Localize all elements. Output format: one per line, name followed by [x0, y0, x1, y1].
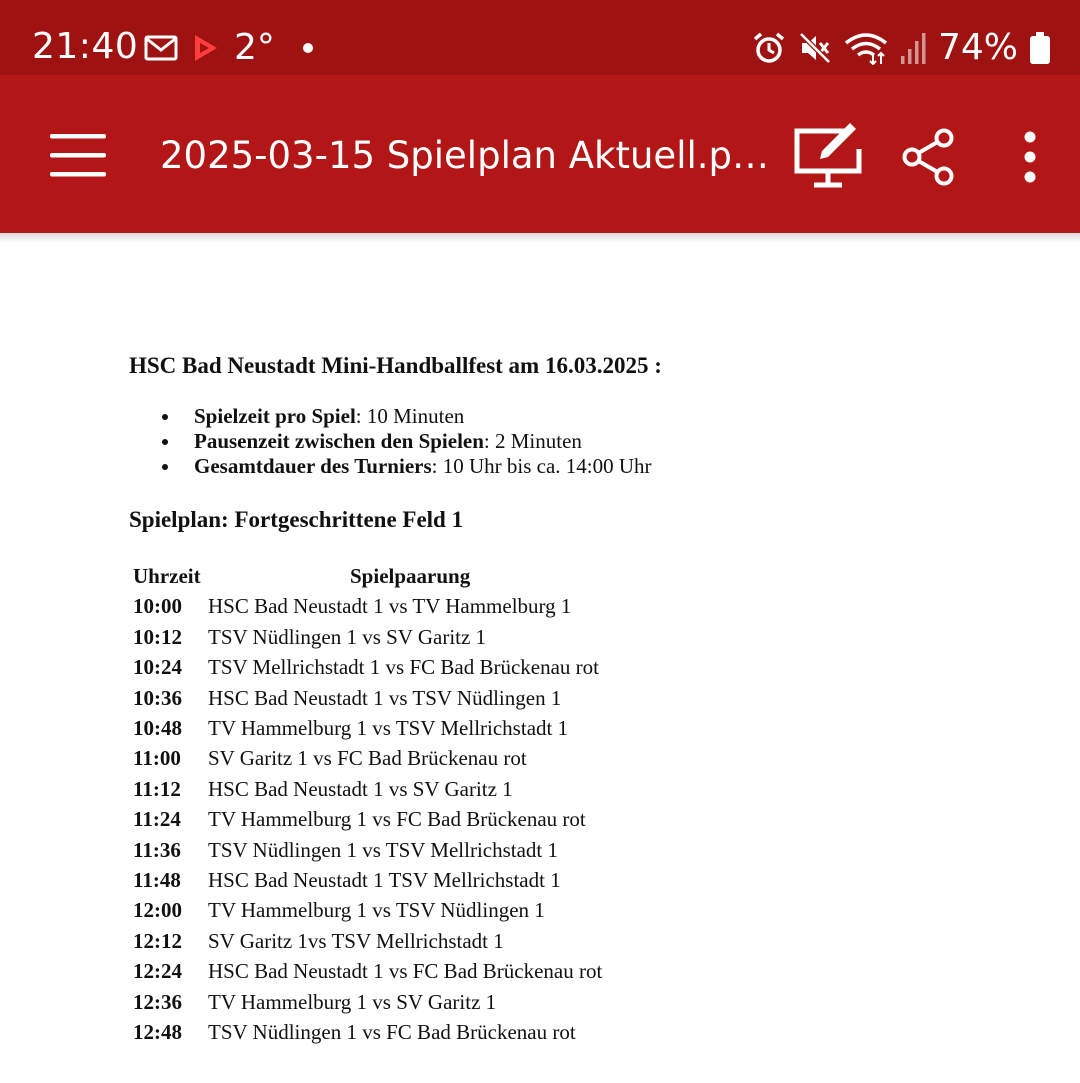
menu-icon [48, 131, 110, 181]
bullet-label: Pausenzeit zwischen den Spielen [194, 429, 484, 453]
table-row [133, 987, 602, 1017]
edit-document-icon [790, 121, 866, 191]
match-time: 12:12 [133, 928, 182, 953]
mail-icon [144, 35, 178, 61]
match-pairing: SV Garitz 1 vs FC Bad Brückenau rot [208, 746, 527, 771]
schedule-table [133, 561, 602, 1048]
table-row [133, 926, 602, 956]
app-bar-shadow [0, 233, 1080, 243]
match-time: 12:48 [133, 1020, 182, 1045]
match-time: 11:36 [133, 837, 181, 862]
bullet-label: Spielzeit pro Spiel [194, 404, 356, 428]
share-icon [900, 127, 958, 187]
more-options-button[interactable] [1016, 131, 1044, 183]
alarm-icon [752, 31, 786, 65]
match-pairing: HSC Bad Neustadt 1 vs FC Bad Brückenau rot [208, 959, 603, 984]
table-row [133, 591, 602, 621]
status-bar [0, 0, 1080, 75]
status-notification-icons [144, 28, 313, 68]
match-time: 10:00 [133, 594, 182, 619]
column-header-match: Spielpaarung [350, 564, 471, 588]
battery-icon [1030, 32, 1050, 64]
match-time: 12:00 [133, 898, 182, 923]
table-row [133, 865, 602, 895]
table-row [133, 713, 602, 743]
match-pairing: TV Hammelburg 1 vs FC Bad Brückenau rot [208, 807, 586, 832]
match-time: 10:24 [133, 655, 182, 680]
table-row [133, 774, 602, 804]
match-pairing: TSV Nüdlingen 1 vs TSV Mellrichstadt 1 [208, 837, 559, 862]
column-header-time: Uhrzeit [133, 564, 201, 588]
status-temperature: 2° [234, 27, 275, 68]
table-row [133, 895, 602, 925]
status-system-icons [752, 26, 1050, 70]
table-header-row [133, 561, 602, 591]
bullet-label: Gesamtdauer des Turniers [194, 454, 432, 478]
match-time: 11:24 [133, 807, 181, 832]
match-time: 10:12 [133, 624, 182, 649]
match-time: 10:48 [133, 716, 182, 741]
wifi-icon [844, 31, 888, 65]
match-time: 11:12 [133, 776, 181, 801]
match-pairing: HSC Bad Neustadt 1 vs TV Hammelburg 1 [208, 594, 572, 619]
table-row [133, 622, 602, 652]
table-row [133, 804, 602, 834]
menu-button[interactable] [48, 131, 110, 181]
match-pairing: TSV Nüdlingen 1 vs FC Bad Brückenau rot [208, 1020, 576, 1045]
bullet-value: : 10 Minuten [355, 404, 465, 428]
table-row [133, 743, 602, 773]
document-title: 2025-03-15 Spielplan Aktuell.p… [160, 134, 770, 177]
table-row [133, 835, 602, 865]
table-row [133, 956, 602, 986]
share-button[interactable] [900, 127, 958, 187]
more-vertical-icon [1016, 131, 1044, 183]
notification-dot-icon [303, 43, 313, 53]
match-pairing: TV Hammelburg 1 vs SV Garitz 1 [208, 989, 497, 1014]
match-pairing: TV Hammelburg 1 vs TSV Mellrichstadt 1 [208, 716, 569, 741]
match-time: 10:36 [133, 685, 182, 710]
match-pairing: HSC Bad Neustadt 1 vs SV Garitz 1 [208, 776, 513, 801]
match-time: 12:24 [133, 959, 182, 984]
list-item [160, 404, 652, 429]
match-pairing: SV Garitz 1vs TSV Mellrichstadt 1 [208, 928, 504, 953]
mute-icon [798, 31, 832, 65]
status-time: 21:40 [32, 26, 139, 67]
match-pairing: HSC Bad Neustadt 1 TSV Mellrichstadt 1 [208, 868, 561, 893]
match-pairing: TV Hammelburg 1 vs TSV Nüdlingen 1 [208, 898, 545, 923]
match-pairing: HSC Bad Neustadt 1 vs TSV Nüdlingen 1 [208, 685, 562, 710]
document-heading: HSC Bad Neustadt Mini-Handballfest am 16.03.2025 : [129, 353, 662, 378]
table-row [133, 652, 602, 682]
match-time: 11:48 [133, 868, 181, 893]
youtube-music-icon [190, 33, 220, 63]
battery-percentage: 74% [937, 27, 1018, 68]
pdf-document-page[interactable] [0, 243, 1080, 1083]
match-pairing: TSV Mellrichstadt 1 vs FC Bad Brückenau rot [208, 655, 599, 680]
table-row [133, 683, 602, 713]
bullet-value: : 2 Minuten [483, 429, 582, 453]
bullet-value: : 10 Uhr bis ca. 14:00 Uhr [431, 454, 652, 478]
edit-document-button[interactable] [790, 121, 866, 191]
signal-icon [900, 32, 926, 64]
match-time: 11:00 [133, 746, 181, 771]
match-pairing: TSV Nüdlingen 1 vs SV Garitz 1 [208, 624, 487, 649]
schedule-heading: Spielplan: Fortgeschrittene Feld 1 [129, 507, 464, 532]
app-bar [0, 75, 1080, 233]
table-row [133, 1017, 602, 1047]
match-time: 12:36 [133, 989, 182, 1014]
list-item [160, 454, 652, 479]
list-item [160, 429, 652, 454]
tournament-info-list [160, 404, 652, 479]
